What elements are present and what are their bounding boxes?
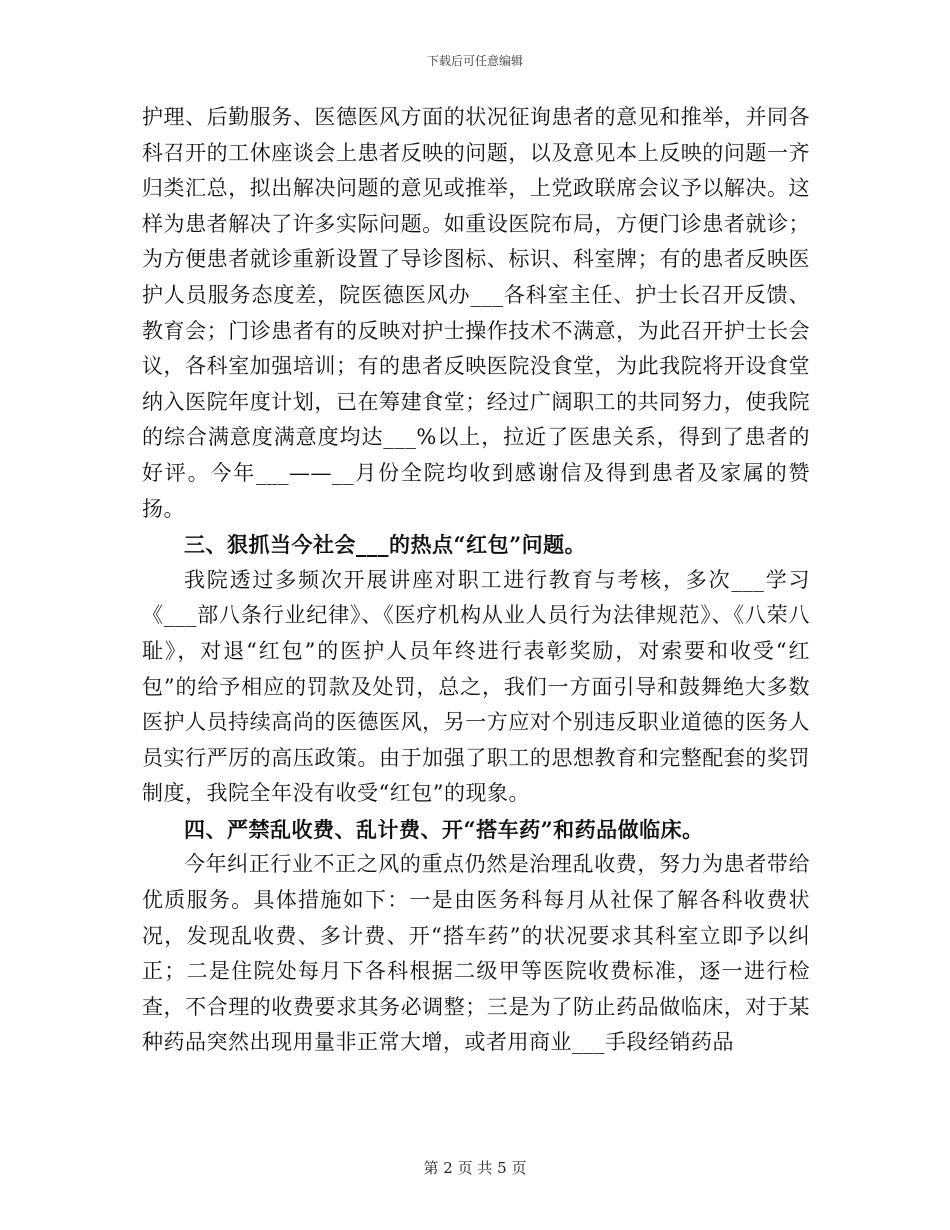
body-paragraph-red-envelope: 我院透过多频次开展讲座对职工进行教育与考核，多次___学习《___部八条行业纪律》、《医疗机构从业人员行为法律规范》、《八荣八耻》，对退“红包”的医护人员年终进行表彰奖励，对索要和收受“红包”的给予相应的罚款及处罚，总之，我们一方面引导和鼓舞绝大多数医护人员持续高尚的医德医风，另一方应对个别违反职业道德的医务人员实行严厉的高压政策。由于加强了职工的思想教育和完整配套的奖罚制度，我院全年没有收受“红包”的现象。 (142, 567, 810, 806)
page-footer: 第 2 页 共 5 页 (423, 1159, 527, 1177)
section-heading-3: 三、狠抓当今社会___的热点“红包”问题。 (184, 532, 587, 558)
body-paragraph-continuation: 护理、后勤服务、医德医风方面的状况征询患者的意见和推举，并同各科召开的工休座谈会上患者反映的问题，以及意见本上反映的问题一齐归类汇总，拟出解决问题的意见或推举，上党政联席会议予以解决。这样为患者解决了许多实际问题。如重设医院布局，方便门诊患者就诊；为方便患者就诊重新设置了导诊图标、标识、科室牌；有的患者反映医护人员服务态度差，院医德医风办___各科室主任、护士长召开反馈、教育会；门诊患者有的反映对护士操作技术不满意，为此召开护士长会议，各科室加强培训；有的患者反映医院没食堂，为此我院将开设食堂纳入医院年度计划，已在筹建食堂；经过广阔职工的共同努力，使我院的综合满意度满意度均达___%以上，拉近了医患关系，得到了患者的好评。今年___——__月份全院均收到感谢信及得到患者及家属的赞扬。 (142, 105, 810, 521)
section-heading-4: 四、严禁乱收费、乱计费、开“搭车药”和药品做临床。 (184, 816, 704, 842)
page-header: 下载后可任意编辑 (426, 54, 523, 68)
body-paragraph-fees: 今年纠正行业不正之风的重点仍然是治理乱收费，努力为患者带给优质服务。具体措施如下：一是由医务科每月从社保了解各科收费状况，发现乱收费、多计费、开“搭车药”的状况要求其科室立即予以纠正；二是住院处每月下各科根据二级甲等医院收费标准，逐一进行检查，不合理的收费要求其务必调整；三是为了防止药品做临床，对于某种药品突然出现用量非正常大增，或者用商业___手段经销药品 (142, 852, 810, 1055)
document-body (142, 100, 810, 1061)
